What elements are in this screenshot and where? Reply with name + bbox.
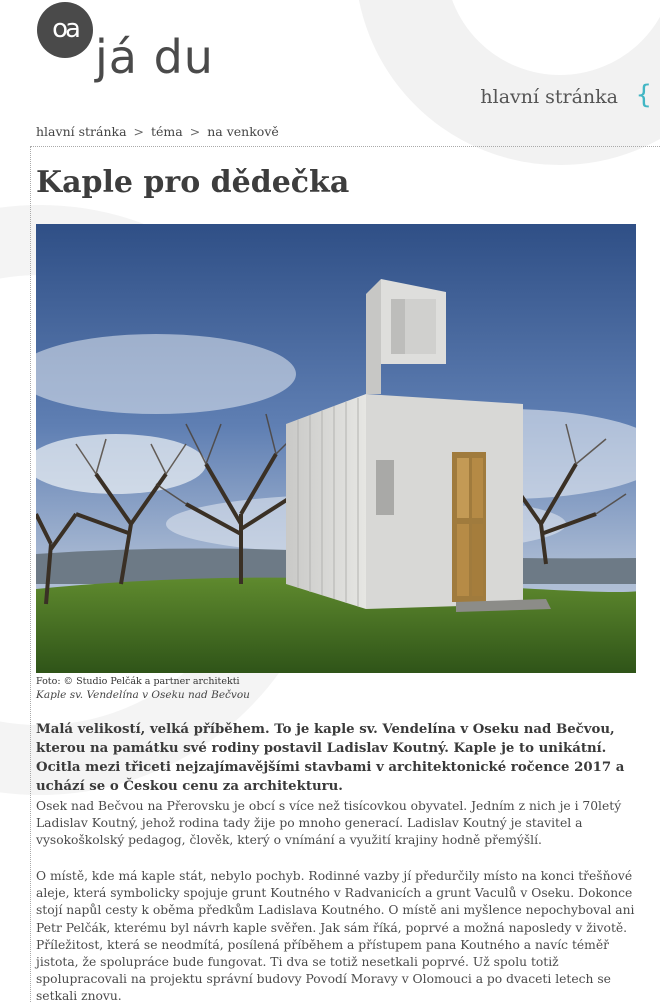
- photo-caption: Kaple sv. Vendelína v Oseku nad Bečvou: [36, 689, 250, 701]
- article-paragraph: O místě, kde má kaple stát, nebylo pochyb. Rodinné vazby jí předurčily místo na konci třešňové aleje, která symbolicky spojuje grunt Koutného v Radvanicích a grunt Vaculů v Oseku. Dokonce stojí napůl cesty k oběma předkům Ladislava Koutného. O místě ani myšlence nepochyboval ani Petr Pelčák, kterému byl návrh kaple svěřen. Jak sám říká, poprvé a možná naposledy v životě. Příležitost, která se neodmítá, posílená příběhem a přístupem pana Koutného a navíc téměř jistota, že spolupráce bude fungovat. Ti dva se totiž nesetkali poprvé. Už spolu totiž spolupracovali na projektu správní budovy Povodí Moravy v Olomouci a po dvaceti letech se setkali znovu.: [36, 869, 635, 1004]
- content-left-divider: [30, 146, 31, 1002]
- breadcrumb: [36, 124, 279, 139]
- breadcrumb-countryside[interactable]: na venkově: [207, 124, 279, 139]
- menu-brace-icon[interactable]: {: [635, 80, 652, 110]
- article-title: Kaple pro dědečka: [36, 165, 350, 200]
- article-paragraph: Osek nad Bečvou na Přerovsku je obcí s více než tisícovkou obyvatel. Jedním z nich je i 70letý Ladislav Koutný, jehož rodina tady žije po mnoho generací. Ladislav Koutný je stavitel a vysokoškolský pedagog, člověk, který o vnímání a využití krajiny hodně přemýšlí.: [36, 799, 622, 848]
- breadcrumb-separator: >: [189, 124, 201, 139]
- logo-mark: oa: [37, 2, 93, 58]
- article-photo: [36, 224, 636, 673]
- breadcrumb-home[interactable]: hlavní stránka: [36, 124, 127, 139]
- content-top-divider: [30, 146, 660, 147]
- breadcrumb-separator: >: [133, 124, 145, 139]
- breadcrumb-topic[interactable]: téma: [151, 124, 183, 139]
- site-logo[interactable]: [37, 2, 237, 92]
- article-lead: Malá velikostí, velká příběhem. To je kaple sv. Vendelína v Oseku nad Bečvou, kterou na památku své rodiny postavil Ladislav Koutný. Kaple je to unikátní. Ocitla mezi třiceti nejzajímavějšími stavbami v architektonické ročence 2017 a uchází se o Českou cenu za architekturu.: [36, 722, 625, 794]
- nav-home-link[interactable]: hlavní stránka: [480, 86, 618, 108]
- photo-credit: Foto: © Studio Pelčák a partner architekti: [36, 676, 240, 687]
- logo-text: já du: [95, 30, 214, 84]
